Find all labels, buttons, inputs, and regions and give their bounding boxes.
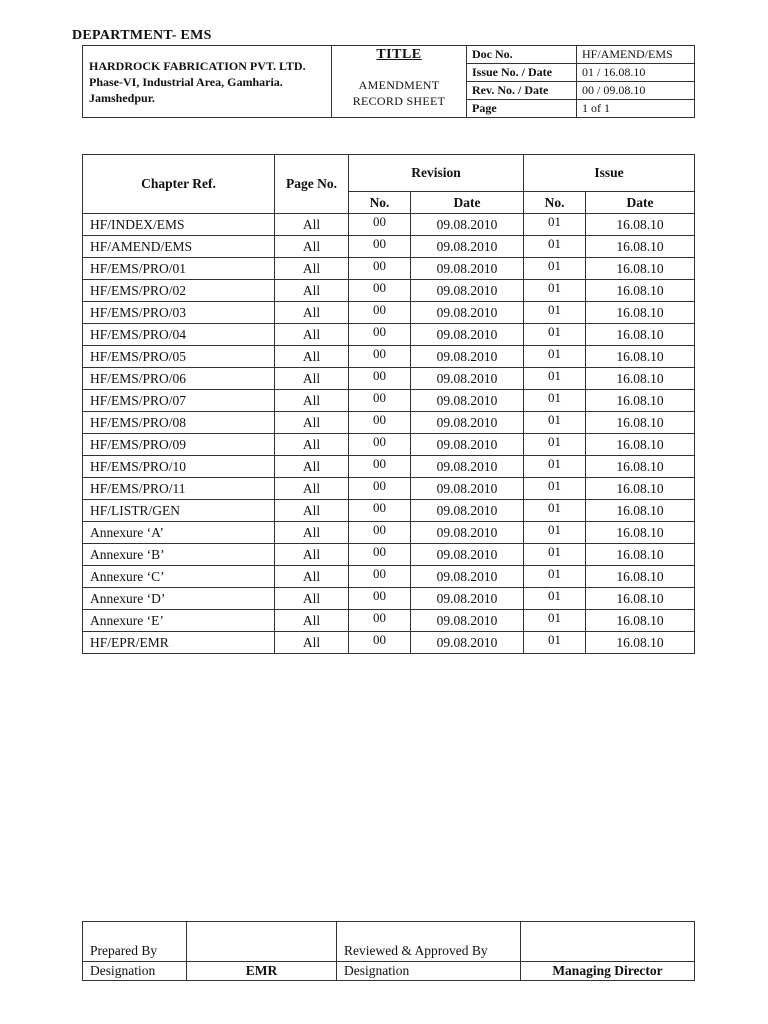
cell-issue-date: 16.08.10 xyxy=(586,566,695,588)
cell-issue-date: 16.08.10 xyxy=(586,500,695,522)
reviewed-designation: Managing Director xyxy=(521,962,695,981)
cell-issue-no: 01 xyxy=(524,610,586,632)
cell-issue-no: 01 xyxy=(524,500,586,522)
cell-issue-date: 16.08.10 xyxy=(586,390,695,412)
cell-revision-date: 09.08.2010 xyxy=(411,566,524,588)
header-issue-date: Date xyxy=(586,192,695,214)
company-address-line2: Jamshedpur. xyxy=(89,90,155,105)
cell-chapter-ref: HF/EMS/PRO/02 xyxy=(83,280,275,302)
cell-issue-date: 16.08.10 xyxy=(586,302,695,324)
cell-revision-no: 00 xyxy=(349,236,411,258)
cell-issue-no: 01 xyxy=(524,632,586,654)
reviewed-by-signature xyxy=(521,922,695,962)
cell-page-no: All xyxy=(275,258,349,280)
cell-chapter-ref: HF/EMS/PRO/01 xyxy=(83,258,275,280)
table-row xyxy=(83,544,695,566)
cell-chapter-ref: HF/EMS/PRO/10 xyxy=(83,456,275,478)
cell-revision-no: 00 xyxy=(349,302,411,324)
cell-issue-no: 01 xyxy=(524,412,586,434)
cell-revision-date: 09.08.2010 xyxy=(411,302,524,324)
cell-revision-date: 09.08.2010 xyxy=(411,346,524,368)
cell-issue-date: 16.08.10 xyxy=(586,236,695,258)
cell-page-no: All xyxy=(275,500,349,522)
amendment-record-table xyxy=(82,154,695,654)
cell-revision-no: 00 xyxy=(349,610,411,632)
cell-revision-date: 09.08.2010 xyxy=(411,412,524,434)
cell-issue-date: 16.08.10 xyxy=(586,544,695,566)
cell-chapter-ref: HF/INDEX/EMS xyxy=(83,214,275,236)
cell-revision-no: 00 xyxy=(349,522,411,544)
cell-issue-date: 16.08.10 xyxy=(586,632,695,654)
cell-revision-no: 00 xyxy=(349,412,411,434)
header-chapter-ref: Chapter Ref. xyxy=(83,155,275,214)
cell-revision-no: 00 xyxy=(349,280,411,302)
table-body xyxy=(83,214,695,654)
cell-issue-no: 01 xyxy=(524,544,586,566)
cell-chapter-ref: HF/EPR/EMR xyxy=(83,632,275,654)
table-row xyxy=(83,214,695,236)
cell-issue-no: 01 xyxy=(524,390,586,412)
cell-chapter-ref: HF/EMS/PRO/11 xyxy=(83,478,275,500)
doc-info-value: 00 / 09.08.10 xyxy=(577,82,695,100)
table-row xyxy=(83,346,695,368)
table-row xyxy=(83,258,695,280)
header-page-no: Page No. xyxy=(275,155,349,214)
cell-chapter-ref: Annexure ‘E’ xyxy=(83,610,275,632)
title-label: TITLE xyxy=(376,47,422,62)
cell-issue-no: 01 xyxy=(524,588,586,610)
cell-revision-date: 09.08.2010 xyxy=(411,544,524,566)
cell-chapter-ref: Annexure ‘B’ xyxy=(83,544,275,566)
table-row xyxy=(83,236,695,258)
cell-issue-date: 16.08.10 xyxy=(586,478,695,500)
cell-issue-no: 01 xyxy=(524,280,586,302)
cell-revision-no: 00 xyxy=(349,544,411,566)
cell-page-no: All xyxy=(275,412,349,434)
cell-issue-no: 01 xyxy=(524,214,586,236)
cell-revision-no: 00 xyxy=(349,500,411,522)
cell-chapter-ref: HF/EMS/PRO/04 xyxy=(83,324,275,346)
company-name: HARDROCK FABRICATION PVT. LTD. xyxy=(89,58,306,73)
cell-issue-date: 16.08.10 xyxy=(586,456,695,478)
cell-page-no: All xyxy=(275,346,349,368)
cell-revision-date: 09.08.2010 xyxy=(411,456,524,478)
cell-revision-no: 00 xyxy=(349,324,411,346)
cell-revision-date: 09.08.2010 xyxy=(411,390,524,412)
reviewed-by-label: Reviewed & Approved By xyxy=(337,922,521,962)
table-row xyxy=(83,434,695,456)
cell-issue-no: 01 xyxy=(524,522,586,544)
cell-issue-no: 01 xyxy=(524,566,586,588)
title-block xyxy=(332,46,467,118)
header-issue-no: No. xyxy=(524,192,586,214)
cell-revision-no: 00 xyxy=(349,368,411,390)
table-row xyxy=(83,566,695,588)
cell-revision-date: 09.08.2010 xyxy=(411,610,524,632)
cell-revision-date: 09.08.2010 xyxy=(411,500,524,522)
table-row xyxy=(83,390,695,412)
cell-chapter-ref: HF/EMS/PRO/09 xyxy=(83,434,275,456)
cell-page-no: All xyxy=(275,522,349,544)
prepared-designation: EMR xyxy=(187,962,337,981)
cell-page-no: All xyxy=(275,610,349,632)
cell-issue-no: 01 xyxy=(524,258,586,280)
cell-issue-date: 16.08.10 xyxy=(586,434,695,456)
table-row xyxy=(83,368,695,390)
department-heading: DEPARTMENT- EMS xyxy=(72,28,212,43)
cell-issue-date: 16.08.10 xyxy=(586,412,695,434)
cell-page-no: All xyxy=(275,434,349,456)
doc-info-label: Rev. No. / Date xyxy=(467,82,577,100)
document-header-table xyxy=(82,45,695,118)
table-row xyxy=(83,478,695,500)
cell-chapter-ref: HF/AMEND/EMS xyxy=(83,236,275,258)
cell-page-no: All xyxy=(275,390,349,412)
doc-info-value: HF/AMEND/EMS xyxy=(577,46,695,64)
cell-chapter-ref: HF/EMS/PRO/07 xyxy=(83,390,275,412)
cell-issue-no: 01 xyxy=(524,302,586,324)
cell-revision-date: 09.08.2010 xyxy=(411,368,524,390)
cell-chapter-ref: Annexure ‘C’ xyxy=(83,566,275,588)
cell-chapter-ref: Annexure ‘A’ xyxy=(83,522,275,544)
header-revision-no: No. xyxy=(349,192,411,214)
cell-issue-date: 16.08.10 xyxy=(586,258,695,280)
cell-issue-no: 01 xyxy=(524,324,586,346)
cell-page-no: All xyxy=(275,544,349,566)
cell-page-no: All xyxy=(275,236,349,258)
doc-info-label: Page xyxy=(467,100,577,118)
table-row xyxy=(83,632,695,654)
doc-info-label: Doc No. xyxy=(467,46,577,64)
cell-page-no: All xyxy=(275,632,349,654)
cell-page-no: All xyxy=(275,214,349,236)
cell-revision-date: 09.08.2010 xyxy=(411,632,524,654)
designation-label: Designation xyxy=(83,962,187,981)
company-block xyxy=(83,46,332,118)
cell-page-no: All xyxy=(275,478,349,500)
cell-issue-no: 01 xyxy=(524,236,586,258)
cell-page-no: All xyxy=(275,324,349,346)
table-row xyxy=(83,324,695,346)
cell-issue-no: 01 xyxy=(524,478,586,500)
cell-revision-date: 09.08.2010 xyxy=(411,434,524,456)
cell-page-no: All xyxy=(275,302,349,324)
table-row xyxy=(83,588,695,610)
cell-revision-no: 00 xyxy=(349,456,411,478)
prepared-by-signature xyxy=(187,922,337,962)
header-revision-date: Date xyxy=(411,192,524,214)
cell-revision-date: 09.08.2010 xyxy=(411,324,524,346)
cell-revision-no: 00 xyxy=(349,258,411,280)
cell-page-no: All xyxy=(275,368,349,390)
table-row xyxy=(83,302,695,324)
cell-issue-no: 01 xyxy=(524,346,586,368)
cell-page-no: All xyxy=(275,566,349,588)
title-line1: AMENDMENT xyxy=(358,78,440,92)
cell-revision-no: 00 xyxy=(349,588,411,610)
cell-issue-date: 16.08.10 xyxy=(586,280,695,302)
cell-chapter-ref: HF/EMS/PRO/06 xyxy=(83,368,275,390)
cell-revision-date: 09.08.2010 xyxy=(411,478,524,500)
cell-page-no: All xyxy=(275,588,349,610)
cell-revision-no: 00 xyxy=(349,434,411,456)
cell-issue-date: 16.08.10 xyxy=(586,346,695,368)
cell-issue-date: 16.08.10 xyxy=(586,368,695,390)
title-line2: RECORD SHEET xyxy=(352,94,446,108)
cell-chapter-ref: HF/EMS/PRO/03 xyxy=(83,302,275,324)
cell-revision-no: 00 xyxy=(349,214,411,236)
table-row xyxy=(83,280,695,302)
cell-chapter-ref: HF/EMS/PRO/08 xyxy=(83,412,275,434)
header-issue: Issue xyxy=(524,155,695,192)
prepared-by-label: Prepared By xyxy=(83,922,187,962)
cell-revision-no: 00 xyxy=(349,346,411,368)
cell-issue-date: 16.08.10 xyxy=(586,214,695,236)
company-address-line1: Phase-VI, Industrial Area, Gamharia. xyxy=(89,74,283,89)
cell-issue-date: 16.08.10 xyxy=(586,324,695,346)
cell-revision-no: 00 xyxy=(349,390,411,412)
table-row xyxy=(83,522,695,544)
doc-info-value: 01 / 16.08.10 xyxy=(577,64,695,82)
cell-revision-date: 09.08.2010 xyxy=(411,522,524,544)
doc-info-value: 1 of 1 xyxy=(577,100,695,118)
doc-info-label: Issue No. / Date xyxy=(467,64,577,82)
approval-footer-table xyxy=(82,921,695,981)
cell-issue-no: 01 xyxy=(524,434,586,456)
cell-issue-date: 16.08.10 xyxy=(586,588,695,610)
cell-revision-date: 09.08.2010 xyxy=(411,258,524,280)
cell-issue-date: 16.08.10 xyxy=(586,610,695,632)
table-row xyxy=(83,456,695,478)
cell-revision-no: 00 xyxy=(349,478,411,500)
cell-issue-no: 01 xyxy=(524,456,586,478)
table-row xyxy=(83,610,695,632)
cell-revision-date: 09.08.2010 xyxy=(411,280,524,302)
table-row xyxy=(83,412,695,434)
cell-page-no: All xyxy=(275,456,349,478)
cell-issue-no: 01 xyxy=(524,368,586,390)
table-row xyxy=(83,500,695,522)
cell-issue-date: 16.08.10 xyxy=(586,522,695,544)
cell-revision-no: 00 xyxy=(349,566,411,588)
cell-chapter-ref: HF/LISTR/GEN xyxy=(83,500,275,522)
cell-revision-date: 09.08.2010 xyxy=(411,588,524,610)
cell-chapter-ref: HF/EMS/PRO/05 xyxy=(83,346,275,368)
cell-revision-date: 09.08.2010 xyxy=(411,214,524,236)
header-revision: Revision xyxy=(349,155,524,192)
cell-page-no: All xyxy=(275,280,349,302)
cell-revision-date: 09.08.2010 xyxy=(411,236,524,258)
designation-label: Designation xyxy=(337,962,521,981)
cell-chapter-ref: Annexure ‘D’ xyxy=(83,588,275,610)
cell-revision-no: 00 xyxy=(349,632,411,654)
